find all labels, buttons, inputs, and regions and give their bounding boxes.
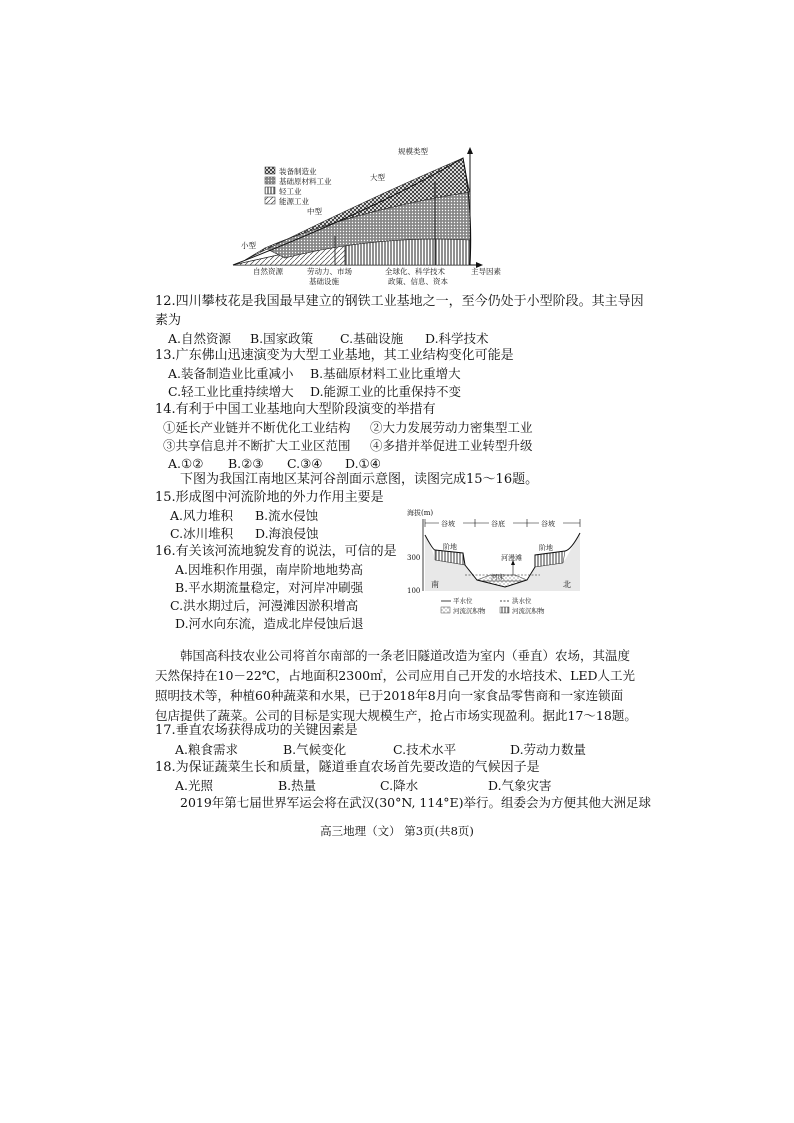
zone-slope-right: 谷坡 <box>541 520 555 528</box>
q17-option-a: A.粮食需求 <box>175 742 239 757</box>
axis-x-label: 主导因素 <box>471 267 501 276</box>
passage-line-3: 照明技术等，种植60种蔬菜和水果，已于2018年8月向一家食品零售商和一家连锁面 <box>155 688 624 703</box>
legend-flood-water: 洪水位 <box>512 597 532 605</box>
passage-line-4: 包店提供了蔬菜。公司的目标是实现大规模生产，抢占市场实现盈利。据此17～18题。 <box>155 708 637 723</box>
factor-labor: 劳动力、市场 <box>307 267 352 276</box>
q15-option-b: B.流水侵蚀 <box>255 508 319 523</box>
factor-natural: 自然资源 <box>253 267 283 276</box>
legend-energy: 能源工业 <box>279 197 309 206</box>
tick-300: 300 <box>407 554 421 562</box>
zone-slope-left: 谷坡 <box>441 520 455 528</box>
q15-option-a: A.风力堆积 <box>170 508 234 523</box>
q14-option-c: C.③④ <box>287 456 323 471</box>
label-small: 小型 <box>241 241 256 250</box>
tick-100: 100 <box>407 587 421 595</box>
q13-stem: 13.广东佛山迅速演变为大型工业基地，其工业结构变化可能是 <box>155 348 514 363</box>
factor-globalization: 全球化、科学技术 <box>385 267 445 276</box>
river-valley-profile <box>405 505 585 620</box>
legend-low-water: 平水位 <box>453 597 473 605</box>
q13-option-b: B.基础原材料工业比重增大 <box>310 366 461 381</box>
q15-16-intro: 下图为我国江南地区某河谷剖面示意图，读图完成15～16题。 <box>180 472 539 487</box>
label-south: 南 <box>431 580 439 589</box>
industrial-base-diagram <box>225 140 501 290</box>
q17-stem: 17.垂直农场获得成功的关键因素是 <box>155 723 358 738</box>
legend-equipment: 装备制造业 <box>279 167 317 176</box>
page-footer: 高三地理（文） 第3页(共8页) <box>320 824 474 838</box>
q13-option-a: A.装备制造业比重减小 <box>168 366 294 381</box>
q13-option-d: D.能源工业的比重保持不变 <box>310 384 462 399</box>
label-terrace-left: 阶地 <box>443 543 457 551</box>
q18-option-a: A.光照 <box>175 778 214 793</box>
passage-line-2: 天然保持在10－22℃，占地面积2300㎡，公司应用自己开发的水培技术、LED人工光 <box>155 668 636 683</box>
q16-option-d: D.河水向东流，造成北岸侵蚀后退 <box>175 616 364 631</box>
q16-stem: 16.有关该河流地貌发育的说法，可信的是 <box>155 544 397 559</box>
label-north: 北 <box>563 580 571 589</box>
q12-stem-line1: 12.四川攀枝花是我国最早建立的钢铁工业基地之一，至今仍处于小型阶段。其主导因 <box>155 294 644 309</box>
q14-item-2: ②大力发展劳动力密集型工业 <box>370 420 533 435</box>
q14-option-d: D.①④ <box>345 456 381 471</box>
q14-item-1: ①延长产业链并不断优化工业结构 <box>163 420 351 435</box>
q12-option-c: C.基础设施 <box>340 331 404 346</box>
zone-bottom: 谷底 <box>491 520 505 528</box>
q12-option-d: D.科学技术 <box>425 331 489 346</box>
q17-option-b: B.气候变化 <box>283 742 347 757</box>
legend-deposit-2: 河流沉积物 <box>512 607 545 615</box>
factor-infrastructure: 基础设施 <box>309 277 339 286</box>
diagram-legend <box>265 166 332 206</box>
q14-option-b: B.②③ <box>228 456 264 471</box>
q17-option-d: D.劳动力数量 <box>510 742 587 757</box>
q18-option-c: C.降水 <box>380 778 419 793</box>
q15-stem: 15.形成图中河流阶地的外力作用主要是 <box>155 490 384 505</box>
q15-option-d: D.海浪侵蚀 <box>255 526 319 541</box>
q14-item-4: ④多措并举促进工业转型升级 <box>370 438 533 453</box>
q12-option-a: A.自然资源 <box>168 331 232 346</box>
axis-y-label: 规模类型 <box>398 147 428 156</box>
q16-option-a: A.因堆积作用强，南岸阶地地势高 <box>175 562 364 577</box>
q15-option-c: C.冰川堆积 <box>170 526 234 541</box>
label-channel: 河床 <box>491 573 504 581</box>
profile-ylabel: 海拔(m) <box>407 509 434 517</box>
label-medium: 中型 <box>307 207 322 216</box>
label-terrace-right: 阶地 <box>539 544 553 552</box>
q19-intro-line: 2019年第七届世界军运会将在武汉(30°N, 114°E)举行。组委会为方便其他大洲足球 <box>180 795 652 810</box>
legend-raw-material: 基础原材料工业 <box>279 177 332 186</box>
q12-stem-line2: 素为 <box>155 313 182 328</box>
q18-option-b: B.热量 <box>278 778 317 793</box>
passage-line-1: 韩国高科技农业公司将首尔南部的一条老旧隧道改造为室内（垂直）农场，其温度 <box>180 648 631 663</box>
legend-deposit-1: 河流沉积物 <box>453 607 486 615</box>
q16-option-c: C.洪水期过后，河漫滩因淤积增高 <box>170 598 359 613</box>
q17-option-c: C.技术水平 <box>393 742 457 757</box>
q18-stem: 18.为保证蔬菜生长和质量，隧道垂直农场首先要改造的气候因子是 <box>155 760 540 775</box>
q18-option-d: D.气象灾害 <box>488 778 552 793</box>
q16-option-b: B.平水期流量稳定，对河岸冲刷强 <box>175 580 364 595</box>
label-floodplain: 河漫滩 <box>501 554 522 562</box>
factor-policy: 政策、信息、资本 <box>388 277 448 286</box>
q13-option-c: C.轻工业比重持续增大 <box>168 384 294 399</box>
q14-item-3: ③共享信息并不断扩大工业区范围 <box>163 438 351 453</box>
q14-stem: 14.有利于中国工业基地向大型阶段演变的举措有 <box>155 402 436 417</box>
legend-light-industry: 轻工业 <box>279 187 302 196</box>
q14-option-a: A.①② <box>168 456 204 471</box>
label-large: 大型 <box>370 173 385 182</box>
q12-option-b: B.国家政策 <box>250 331 314 346</box>
